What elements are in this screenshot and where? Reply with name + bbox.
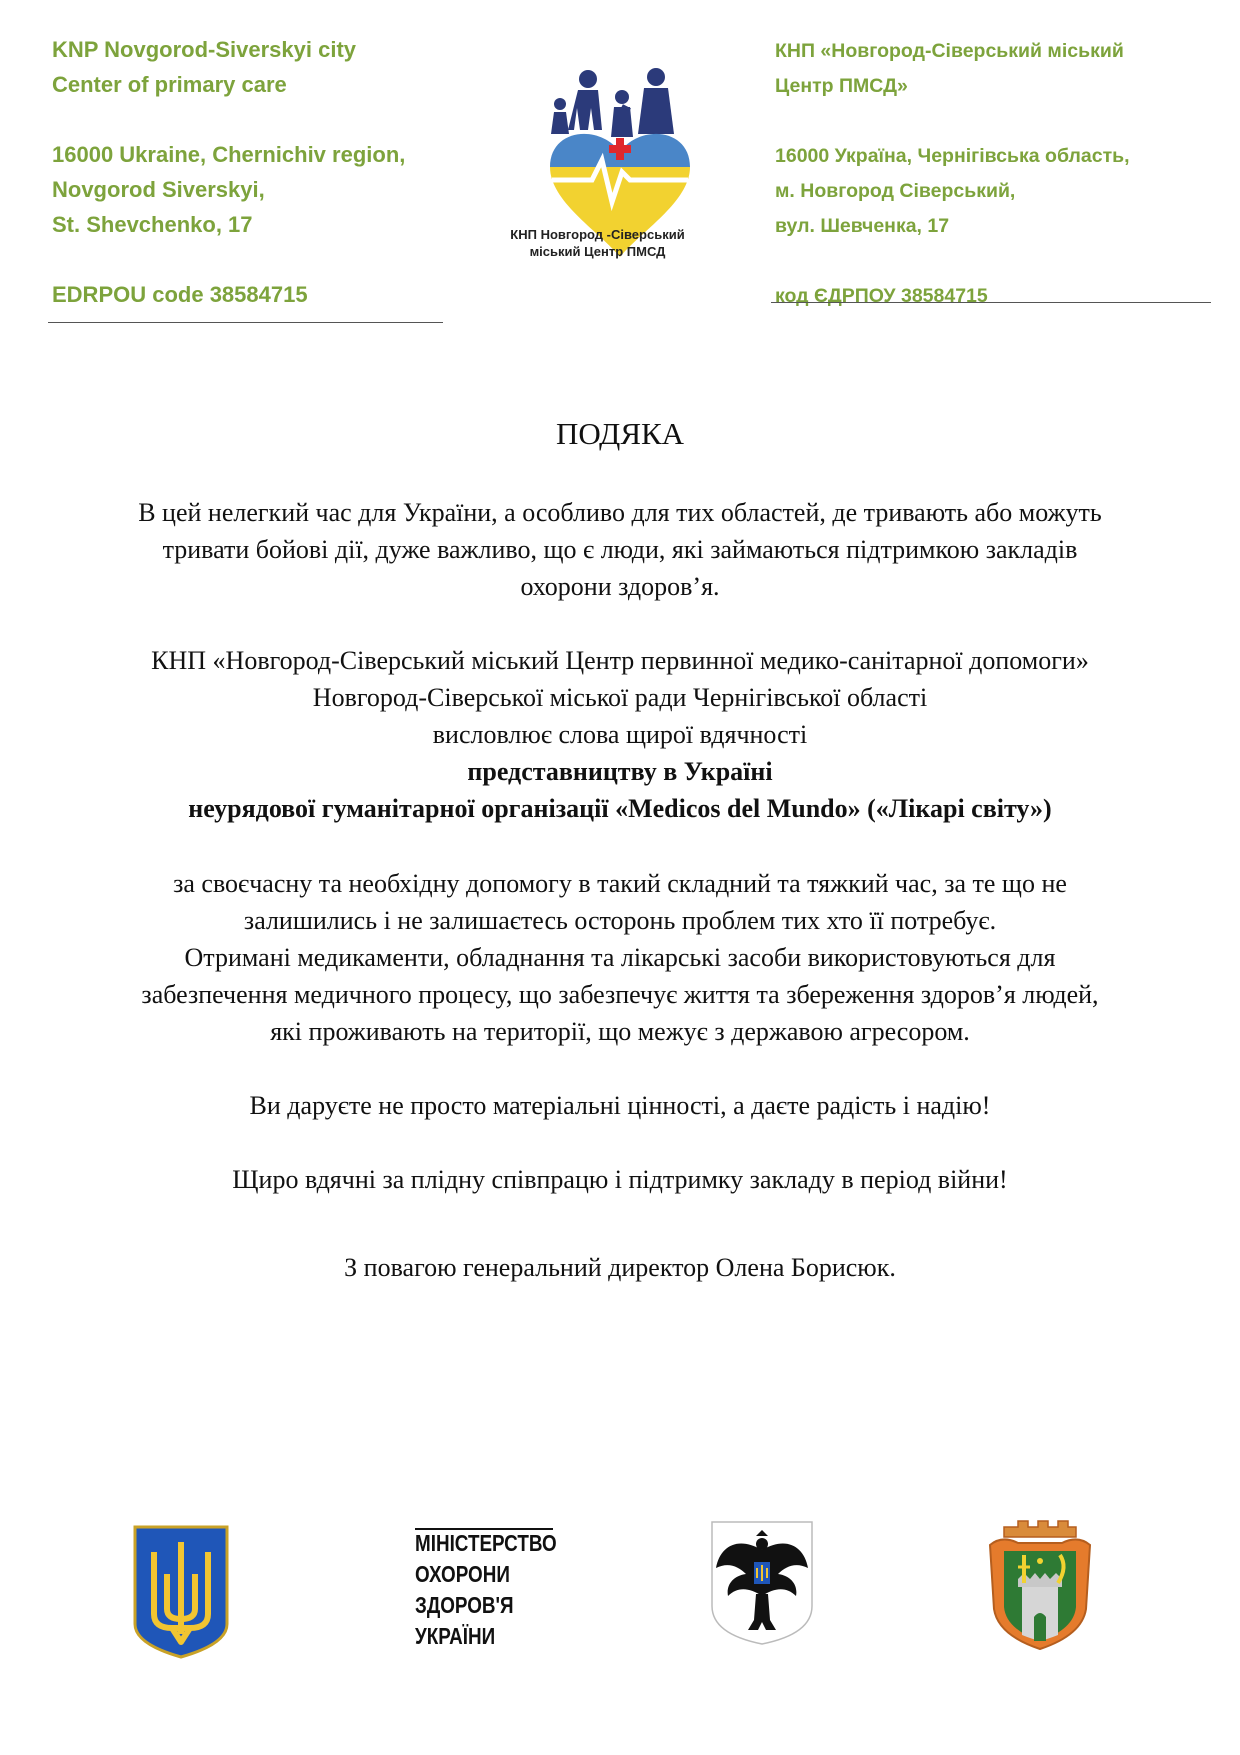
family-figures-icon	[551, 68, 674, 137]
address-ua-line2: м. Новгород Сіверський,	[775, 180, 1016, 202]
letter-title: ПОДЯКА	[555, 416, 685, 451]
p1-line: охорони здоров’я.	[520, 572, 720, 601]
address-ua-line3: вул. Шевченка, 17	[775, 215, 950, 237]
letter-paragraph-5: Щиро вдячні за плідну співпрацю і підтримку закладу в період війни!	[232, 1165, 1008, 1194]
ministry-line2: ОХОРОНИ	[415, 1561, 510, 1587]
address-en-line2: Novgorod Siverskyi,	[52, 177, 265, 202]
ukraine-trident-icon	[132, 1524, 230, 1660]
p3-line: залишились і не залишаєтесь осторонь проблем тих хто її потребує.	[243, 906, 997, 935]
address-ua-line1: 16000 Україна, Чернігівська область,	[775, 145, 1130, 167]
recipient-line2: неурядової гуманітарної організації «Medicos del Mundo» («Лікарі світу»)	[188, 794, 1052, 823]
ministry-line1: МІНІСТЕРСТВО	[415, 1530, 557, 1556]
p2-line: Новгород-Сіверської міської ради Чернігівської області	[312, 683, 928, 712]
org-name-en-line1: KNP Novgorod-Siverskyi city	[52, 37, 357, 62]
header-left	[52, 32, 405, 312]
address-en-line3: St. Shevchenko, 17	[52, 212, 253, 237]
chernihiv-eagle-icon	[708, 1516, 816, 1646]
ministry-line4: УКРАЇНИ	[415, 1623, 496, 1649]
logo-caption	[490, 226, 705, 260]
p1-line: В цей нелегкий час для України, а особливо для тих областей, де тривають або можуть	[138, 498, 1102, 527]
logo-caption-line2: міський Центр ПМСД	[529, 244, 666, 259]
address-en-line1: 16000 Ukraine, Chernichiv region,	[52, 142, 406, 167]
letter-paragraph-2	[60, 642, 1180, 827]
p3-line: які проживають на території, що межує з державою агресором.	[270, 1017, 970, 1046]
p1-line: тривати бойові дії, дуже важливо, що є люди, які займаються підтримкою закладів	[162, 535, 1078, 564]
novhorod-siverskyi-coat-of-arms-icon	[982, 1517, 1098, 1653]
ministry-of-health-logo	[415, 1528, 557, 1652]
letter-paragraph-1	[60, 494, 1180, 605]
logo-caption-line1: КНП Новгород -Сіверський	[510, 227, 685, 242]
org-name-ua-line1: КНП «Новгород-Сіверський міський	[775, 40, 1124, 62]
org-name-ua-line2: Центр ПМСД»	[775, 75, 908, 97]
ministry-line3: ЗДОРОВ'Я	[415, 1592, 514, 1618]
recipient-line1: представництву в Україні	[467, 757, 773, 786]
header-left-divider	[48, 322, 443, 323]
p2-line: висловлює слова щирої вдячності	[432, 720, 808, 749]
letter-paragraph-3	[60, 865, 1180, 1050]
p3-line: забезпечення медичного процесу, що забезпечує життя та збереження здоров’я людей,	[141, 980, 1099, 1009]
p3-line: за своєчасну та необхідну допомогу в такий складний та тяжкий час, за те що не	[173, 869, 1067, 898]
letter-paragraph-4: Ви даруєте не просто матеріальні цінності, а даєте радість і надію!	[249, 1091, 991, 1120]
signature-line: З повагою генеральний директор Олена Борисюк.	[344, 1253, 896, 1282]
edrpou-code-en: EDRPOU code 38584715	[52, 282, 308, 307]
edrpou-code-ua: код ЄДРПОУ 38584715	[775, 285, 988, 307]
header-right-divider	[771, 302, 1211, 303]
p3-line: Отримані медикаменти, обладнання та лікарські засоби використовуються для	[184, 943, 1056, 972]
header-right	[775, 34, 1130, 314]
p2-line: КНП «Новгород-Сіверський міський Центр первинної медико-санітарної допомоги»	[151, 646, 1089, 675]
org-name-en-line2: Center of primary care	[52, 72, 287, 97]
